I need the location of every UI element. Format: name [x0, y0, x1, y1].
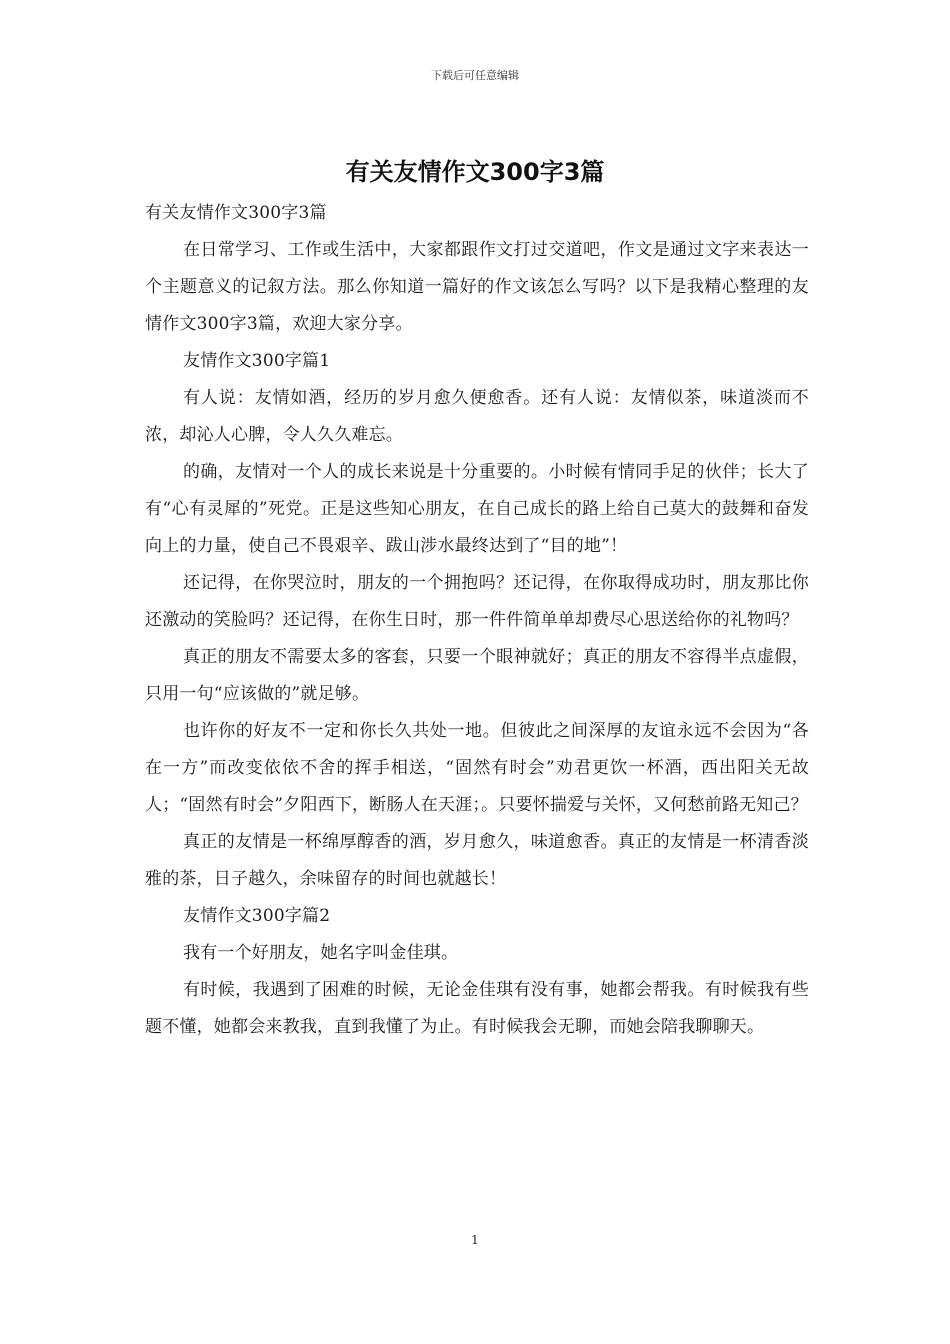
document-title: 有关友情作文300字3篇 [345, 158, 605, 186]
paragraph: 也许你的好友不一定和你长久共处一地。但彼此之间深厚的友谊永远不会因为“各在一方”而改变依依不舍的挥手相送，“固然有时会”劝君更饮一杯酒，西出阳关无故人；“固然有时会”夕阳西下，断肠人在天涯；。只要怀揣爱与关怀，又何愁前路无知己？ [145, 721, 809, 815]
document-body [145, 195, 809, 1046]
paragraph: 的确，友情对一个人的成长来说是十分重要的。小时候有情同手足的伙伴；长大了有“心有灵犀的”死党。正是这些知心朋友，在自己成长的路上给自己莫大的鼓舞和奋发向上的力量，使自己不畏艰辛、跋山涉水最终达到了“目的地”！ [145, 462, 809, 556]
section-heading: 友情作文300字篇1 [183, 351, 331, 371]
paragraph: 还记得，在你哭泣时，朋友的一个拥抱吗？还记得，在你取得成功时，朋友那比你还激动的笑脸吗？还记得，在你生日时，那一件件简单单却费尽心思送给你的礼物吗？ [145, 573, 809, 630]
paragraph: 有人说：友情如酒，经历的岁月愈久便愈香。还有人说：友情似茶，味道淡而不浓，却沁人心脾，令人久久难忘。 [145, 388, 809, 445]
header-note: 下载后可任意编辑 [431, 69, 519, 82]
paragraph: 我有一个好朋友，她名字叫金佳琪。 [183, 943, 459, 963]
section-heading: 友情作文300字篇2 [183, 906, 331, 926]
paragraph: 有时候，我遇到了困难的时候，无论金佳琪有没有事，她都会帮我。有时候我有些题不懂，她都会来教我，直到我懂了为止。有时候我会无聊，而她会陪我聊聊天。 [145, 980, 809, 1037]
paragraph: 真正的友情是一杯绵厚醇香的酒，岁月愈久，味道愈香。真正的友情是一杯清香淡雅的茶，日子越久，余味留存的时间也就越长！ [145, 832, 809, 889]
page-number: 1 [471, 1233, 479, 1247]
paragraph-subtitle: 有关友情作文300字3篇 [145, 203, 327, 223]
paragraph: 真正的朋友不需要太多的客套，只要一个眼神就好；真正的朋友不容得半点虚假，只用一句“应该做的”就足够。 [145, 647, 809, 704]
paragraph: 在日常学习、工作或生活中，大家都跟作文打过交道吧，作文是通过文字来表达一个主题意义的记叙方法。那么你知道一篇好的作文该怎么写吗？以下是我精心整理的友情作文300字3篇，欢迎大家分享。 [145, 240, 809, 334]
